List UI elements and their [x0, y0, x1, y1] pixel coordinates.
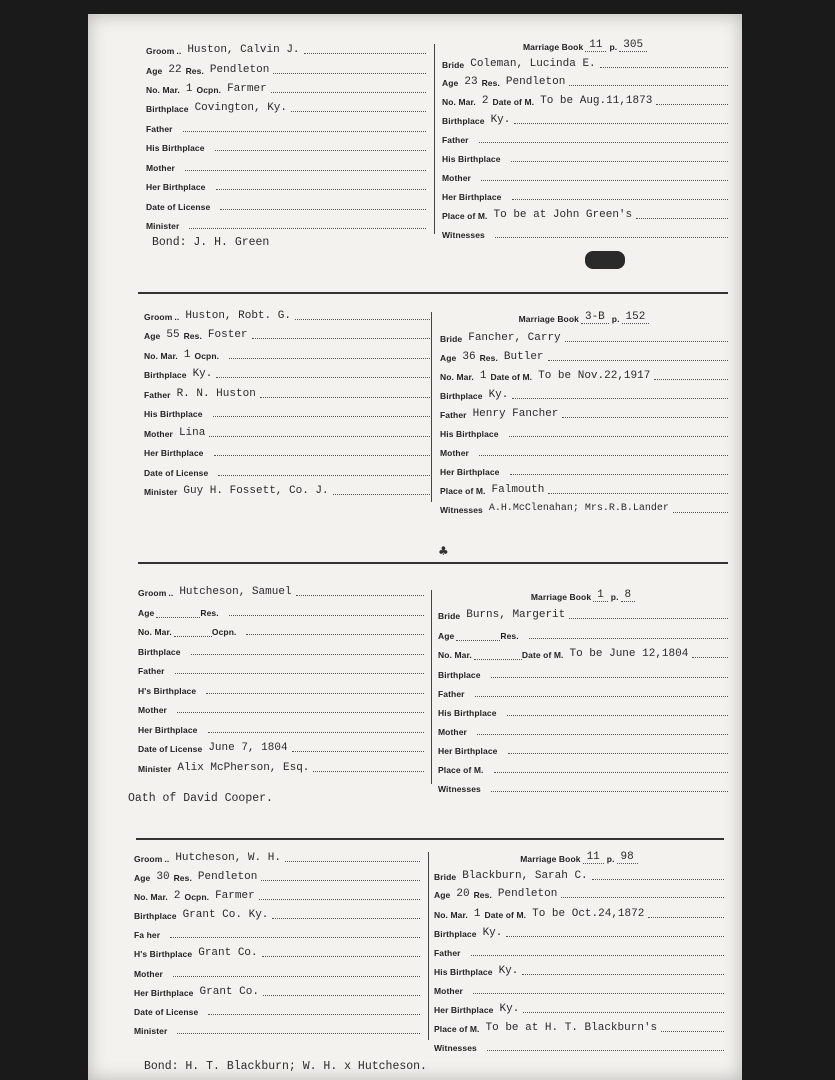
groom-her-birthplace: Grant Co.: [199, 986, 259, 998]
father-label: Father: [138, 666, 165, 676]
page-label: p.: [610, 592, 619, 602]
hs-birthplace-label: H's Birthplace: [134, 949, 193, 959]
groom-no-mar: [174, 636, 212, 637]
marriage-book-label: Marriage Book: [530, 592, 592, 602]
groom-no-mar: 2: [173, 890, 181, 902]
mother-label: Mother: [440, 448, 469, 458]
her-birthplace-label: Her Birthplace: [146, 182, 206, 192]
bride-father: Henry Fancher: [472, 408, 559, 420]
ink-mark: ♣: [438, 544, 449, 558]
father-label: Father: [144, 390, 171, 400]
mother-label: Mother: [442, 173, 471, 183]
birthplace-label: Birthplace: [134, 911, 177, 921]
bride-place-of-m: To be at John Green's: [493, 209, 633, 221]
witnesses-label: Witnesses: [440, 505, 483, 515]
page-label: p.: [606, 854, 615, 864]
minister-label: Minister: [144, 487, 178, 497]
mother-label: Mother: [438, 727, 467, 737]
date-of-m-label: Date of M.: [492, 97, 535, 107]
place-of-m-label: Place of M.: [438, 765, 484, 775]
her-birthplace-label: Her Birthplace: [138, 725, 198, 735]
groom-name: Hutcheson, Samuel: [179, 586, 292, 598]
marriage-book-page: 152: [625, 311, 646, 323]
groom-mother: Lina: [178, 427, 206, 439]
ink-blot: [585, 251, 625, 269]
marriage-book-label: Marriage Book: [518, 314, 579, 324]
bride-age: [456, 640, 500, 641]
age-label: Age: [442, 78, 459, 88]
his-birthplace-label: His Birthplace: [442, 154, 501, 164]
groom-res: Pendleton: [209, 64, 270, 76]
groom-res: Pendleton: [197, 871, 258, 883]
no-mar-label: No. Mar.: [440, 372, 474, 382]
bride-his-birthplace: Ky.: [498, 965, 519, 977]
minister-label: Minister: [146, 221, 180, 231]
bride-label: Bride: [440, 334, 463, 344]
groom-age: [156, 617, 200, 618]
ocpn-label: Ocpn.: [196, 85, 222, 95]
groom-label: Groom: [134, 854, 163, 864]
res-label: Res.: [479, 353, 498, 363]
date-of-license-label: Date of License: [144, 468, 209, 478]
bride-birthplace: Ky.: [482, 927, 503, 939]
date-of-license-label: Date of License: [146, 202, 211, 212]
record-card-3: Groom .. Hutcheson, Samuel Age Res. No. Mar. Ocpn. Birthplace Father H's Birthplace Mother Her Birthplace Date of License June 7, 1804 Minister Alix McPherson, Esq. Marriage Book 1 p. 8 Bride Burns, Margerit Age Res. No. Mar. Date of M. To be June 12,1804 Birthplace Father His Birthplace Mother Her Birthplace Place of M. Witnesses Oath of David Cooper.: [128, 582, 728, 812]
bride-label: Bride: [438, 611, 461, 621]
bride-date-of-m: To be June 12,1804: [569, 648, 689, 660]
no-mar-label: No. Mar.: [438, 650, 472, 660]
marriage-book-label: Marriage Book: [520, 854, 581, 864]
res-label: Res.: [473, 890, 492, 900]
section-divider: [136, 838, 724, 840]
bride-no-mar: 1: [473, 908, 481, 920]
groom-name: Huston, Robt. G.: [185, 310, 291, 322]
groom-no-mar: 1: [185, 83, 193, 95]
his-birthplace-label: His Birthplace: [434, 967, 493, 977]
father-label: Father: [146, 124, 173, 134]
hs-birthplace-label: H's Birthplace: [138, 686, 197, 696]
marriage-book-number: 1: [597, 589, 604, 601]
column-divider: [431, 590, 432, 784]
birthplace-label: Birthplace: [138, 647, 181, 657]
bride-date-of-m: To be Oct.24,1872: [532, 908, 645, 920]
age-label: Age: [440, 353, 457, 363]
father-label: Father: [442, 135, 469, 145]
mother-label: Mother: [434, 986, 463, 996]
section-divider: [138, 292, 728, 294]
bride-label: Bride: [442, 60, 465, 70]
bride-age: 36: [462, 351, 476, 363]
birthplace-label: Birthplace: [144, 370, 187, 380]
res-label: Res.: [173, 873, 192, 883]
column-divider: [428, 852, 429, 1040]
groom-birthplace: Ky.: [192, 368, 213, 380]
page-label: p.: [611, 314, 620, 324]
bride-date-of-m: To be Nov.22,1917: [538, 370, 651, 382]
groom-no-mar: 1: [183, 349, 191, 361]
bride-birthplace: Ky.: [488, 389, 509, 401]
bride-res: Pendleton: [497, 888, 558, 900]
witnesses-label: Witnesses: [438, 784, 481, 794]
marriage-book-number: 11: [586, 851, 600, 863]
groom-date-of-license: June 7, 1804: [208, 742, 288, 754]
bride-age: 20: [456, 888, 470, 900]
record-note: Bond: J. H. Green: [152, 236, 270, 249]
mother-label: Mother: [146, 163, 175, 173]
bride-no-mar: [474, 659, 522, 660]
father-label: Father: [434, 948, 461, 958]
bride-name: Burns, Margerit: [466, 609, 566, 621]
place-of-m-label: Place of M.: [434, 1024, 480, 1034]
res-label: Res.: [200, 608, 219, 618]
marriage-book-page: 8: [624, 589, 632, 601]
res-label: Res.: [185, 66, 204, 76]
birthplace-label: Birthplace: [438, 670, 481, 680]
groom-name: Hutcheson, W. H.: [175, 852, 281, 864]
birthplace-label: Birthplace: [440, 391, 483, 401]
groom-age: 30: [156, 871, 170, 883]
mother-label: Mother: [138, 705, 167, 715]
marriage-book-number: 11: [589, 39, 603, 51]
witnesses-label: Witnesses: [442, 230, 485, 240]
mother-label: Mother: [134, 969, 163, 979]
bride-age: 23: [464, 76, 478, 88]
record-card-4: Groom .. Hutcheson, W. H. Age 30 Res. Pendleton No. Mar. 2 Ocpn. Farmer Birthplace Grant Co. Ky. Fa her H's Birthplace Grant Co. Mother Her Birthplace Grant Co. Date of License Minister Marriage Book 11 p. 98 Bride Blackburn, Sarah C. Age 20 Res. Pendleton No. Mar. 1 Date of M. To be Oct.24,1872 Birthplace Ky. Father His Birthplace Ky. Mother Her Birthplace Ky. Place of M. To be at H. T. Blackburn's Witnesses Bond: H. T. Blackburn; W. H. x Hutcheson.: [128, 848, 728, 1078]
marriage-book-label: Marriage Book: [522, 42, 584, 52]
groom-name: Huston, Calvin J.: [187, 44, 300, 56]
groom-label: Groom: [146, 46, 175, 56]
date-of-license-label: Date of License: [138, 744, 203, 754]
marriage-book-page: 305: [623, 39, 644, 51]
bride-name: Coleman, Lucinda E.: [470, 58, 596, 70]
res-label: Res.: [481, 78, 500, 88]
bride-witnesses: A.H.McClenahan; Mrs.R.B.Lander: [488, 503, 669, 514]
age-label: Age: [434, 890, 451, 900]
no-mar-label: No. Mar.: [138, 627, 172, 637]
age-label: Age: [144, 331, 161, 341]
his-birthplace-label: His Birthplace: [146, 143, 205, 153]
her-birthplace-label: Her Birthplace: [438, 746, 498, 756]
bride-name: Fancher, Carry: [468, 332, 561, 344]
bride-name: Blackburn, Sarah C.: [462, 870, 588, 882]
marriage-book-number: 3-B: [584, 311, 605, 323]
no-mar-label: No. Mar.: [146, 85, 180, 95]
page-label: p.: [609, 42, 618, 52]
bride-no-mar: 2: [481, 95, 489, 107]
ocpn-label: Ocpn.: [184, 892, 210, 902]
groom-birthplace: Covington, Ky.: [194, 102, 287, 114]
father-label: Father: [440, 410, 467, 420]
her-birthplace-label: Her Birthplace: [442, 192, 502, 202]
ocpn-label: Ocpn.: [211, 627, 237, 637]
date-of-license-label: Date of License: [134, 1007, 199, 1017]
groom-father: R. N. Huston: [176, 388, 256, 400]
marriage-book-page: 98: [620, 851, 634, 863]
bride-res: Butler: [503, 351, 544, 363]
place-of-m-label: Place of M.: [440, 486, 486, 496]
groom-ocpn: Farmer: [227, 83, 267, 95]
bride-birthplace: Ky.: [490, 114, 511, 126]
res-label: Res.: [183, 331, 202, 341]
column-divider: [431, 312, 432, 502]
res-label: Res.: [500, 631, 519, 641]
groom-age: 22: [168, 64, 182, 76]
groom-his-birthplace: Grant Co.: [198, 947, 258, 959]
his-birthplace-label: His Birthplace: [440, 429, 499, 439]
his-birthplace-label: His Birthplace: [144, 409, 203, 419]
groom-label: Groom: [144, 312, 173, 322]
birthplace-label: Birthplace: [442, 116, 485, 126]
her-birthplace-label: Her Birthplace: [134, 988, 194, 998]
ocpn-label: Ocpn.: [194, 351, 220, 361]
minister-label: Minister: [134, 1026, 168, 1036]
groom-minister: Alix McPherson, Esq.: [177, 762, 310, 774]
groom-minister: Guy H. Fossett, Co. J.: [183, 485, 329, 497]
minister-label: Minister: [138, 764, 172, 774]
groom-birthplace: Grant Co. Ky.: [182, 909, 269, 921]
date-of-m-label: Date of M.: [521, 650, 564, 660]
no-mar-label: No. Mar.: [434, 910, 468, 920]
groom-res: Foster: [207, 329, 248, 341]
record-note: Oath of David Cooper.: [128, 792, 273, 805]
record-card-1: Groom .. Huston, Calvin J. Age 22 Res. Pendleton No. Mar. 1 Ocpn. Farmer Birthplace Covington, Ky. Father His Birthplace Mother Her Birthplace Date of License Minister Marriage Book 11 p. 305 Bride Coleman, Lucinda E. Age 23 Res. Pendleton No. Mar. 2 Date of M. To be Aug.11,1873 Birthplace Ky. Father His Birthplace Mother Her Birthplace Place of M. To be at John Green's Witnesses Bond: J. H. Green: [128, 40, 728, 270]
witnesses-label: Witnesses: [434, 1043, 477, 1053]
section-divider: [138, 562, 728, 564]
mother-label: Mother: [144, 429, 173, 439]
document-page: [88, 14, 742, 1080]
birthplace-label: Birthplace: [434, 929, 477, 939]
bride-place-of-m: To be at H. T. Blackburn's: [485, 1022, 658, 1034]
place-of-m-label: Place of M.: [442, 211, 488, 221]
his-birthplace-label: His Birthplace: [438, 708, 497, 718]
no-mar-label: No. Mar.: [134, 892, 168, 902]
bride-no-mar: 1: [479, 370, 487, 382]
age-label: Age: [138, 608, 155, 618]
no-mar-label: No. Mar.: [442, 97, 476, 107]
bride-place-of-m: Falmouth: [491, 484, 545, 496]
fa-her-label: Fa her: [134, 930, 161, 940]
her-birthplace-label: Her Birthplace: [440, 467, 500, 477]
father-label: Father: [438, 689, 465, 699]
date-of-m-label: Date of M.: [484, 910, 527, 920]
bride-label: Bride: [434, 872, 457, 882]
birthplace-label: Birthplace: [146, 104, 189, 114]
age-label: Age: [438, 631, 455, 641]
column-divider: [434, 44, 435, 234]
record-note: Bond: H. T. Blackburn; W. H. x Hutcheson.: [144, 1060, 427, 1073]
bride-date-of-m: To be Aug.11,1873: [540, 95, 653, 107]
groom-age: 55: [166, 329, 180, 341]
groom-ocpn: Farmer: [215, 890, 255, 902]
her-birthplace-label: Her Birthplace: [144, 448, 204, 458]
her-birthplace-label: Her Birthplace: [434, 1005, 494, 1015]
age-label: Age: [146, 66, 163, 76]
bride-res: Pendleton: [505, 76, 566, 88]
age-label: Age: [134, 873, 151, 883]
record-card-2: Groom .. Huston, Robt. G. Age 55 Res. Foster No. Mar. 1 Ocpn. Birthplace Ky. Father R. N. Huston His Birthplace Mother Lina Her Birthplace Date of License Minister Guy H. Fossett, Co. J. Marriage Book 3-B p. 152 Bride Fancher, Carry Age 36 Res. Butler No. Mar. 1 Date of M. To be Nov.22,1917 Birthplace Ky. Father Henry Fancher His Birthplace Mother Her Birthplace Place of M. Falmouth Witnesses A.H.McClenahan; Mrs.R.B.Lander: [128, 306, 728, 506]
bride-her-birthplace: Ky.: [499, 1003, 520, 1015]
no-mar-label: No. Mar.: [144, 351, 178, 361]
groom-label: Groom: [138, 588, 167, 598]
date-of-m-label: Date of M.: [490, 372, 533, 382]
